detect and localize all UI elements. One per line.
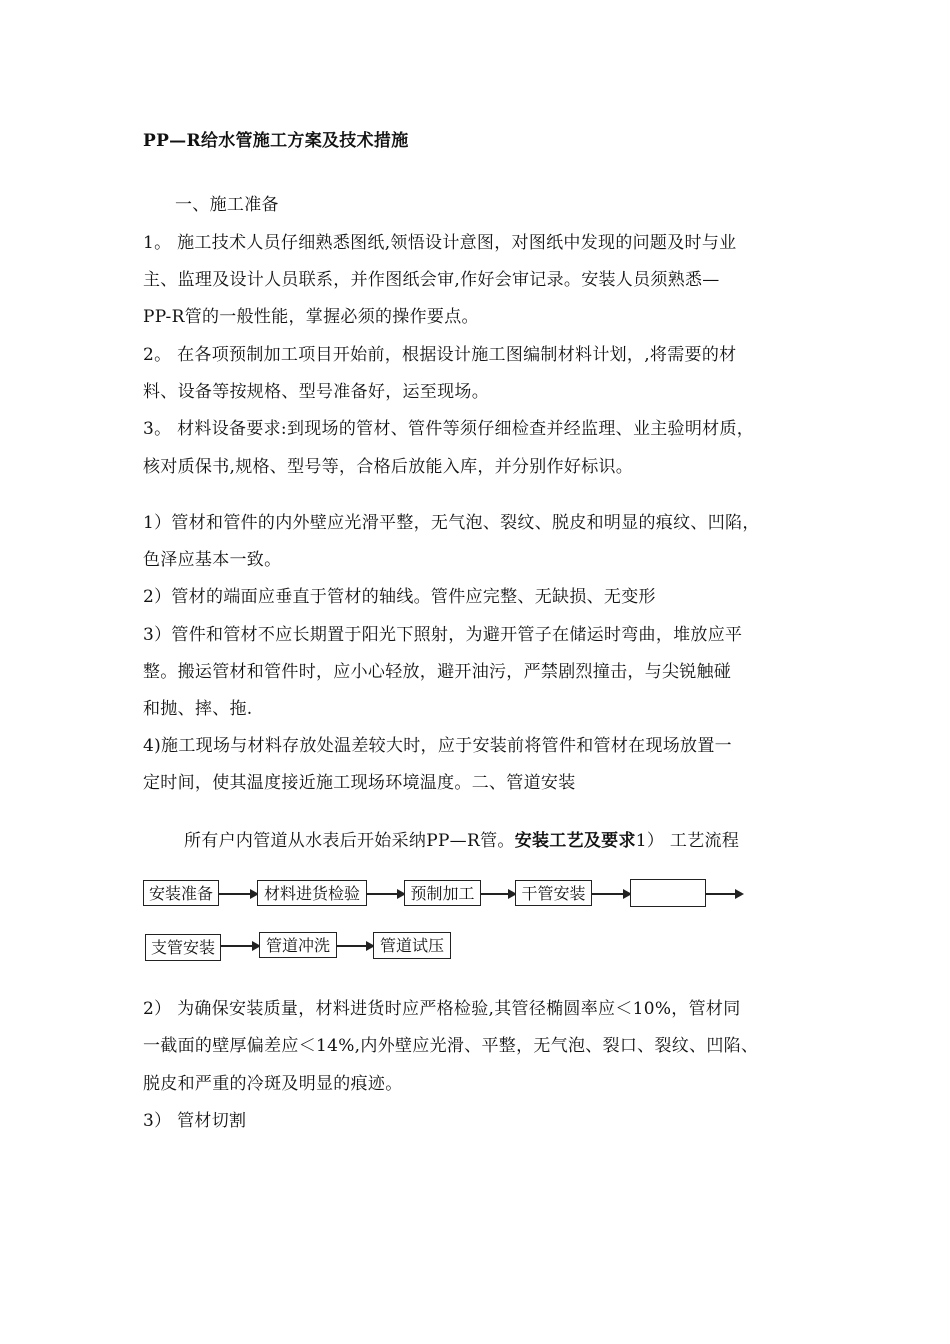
install-intro-text: 所有户内管道从水表后开始采纳PP—R管。 — [184, 831, 515, 851]
paragraph-3-line-2: 核对质保书,规格、型号等，合格后放能入库，并分别作好标识。 — [143, 457, 634, 477]
flow-arrow — [367, 893, 404, 895]
flow-step-main-pipe: 干管安装 — [515, 880, 592, 906]
flow-step-empty — [630, 879, 706, 907]
flow-arrow — [221, 945, 259, 947]
requirement-4-line-1: 4)施工现场与材料存放处温差较大时，应于安装前将管件和管材在现场放置一 — [143, 736, 732, 756]
document-title: PP—R给水管施工方案及技术措施 — [143, 131, 409, 151]
flow-step-branch-pipe: 支管安装 — [145, 934, 221, 961]
item-2-line-2: 一截面的壁厚偏差应＜14%,内外壁应光滑、平整，无气泡、裂口、裂纹、凹陷、 — [143, 1036, 759, 1056]
flow-arrow — [337, 945, 373, 947]
flow-arrow — [592, 893, 630, 895]
section-heading-preparation: 一、施工准备 — [175, 195, 279, 215]
flow-step-pressure-test: 管道试压 — [373, 932, 451, 959]
requirement-3-line-1: 3）管件和管材不应长期置于阳光下照射，为避开管子在储运时弯曲，堆放应平 — [143, 625, 743, 645]
item-2-line-1: 2） 为确保安装质量，材料进货时应严格检验,其管径椭圆率应＜10%，管材同 — [143, 999, 741, 1019]
paragraph-1-line-1: 1。 施工技术人员仔细熟悉图纸,领悟设计意图，对图纸中发现的问题及时与业 — [143, 233, 737, 253]
flow-arrow — [219, 893, 257, 895]
flow-step-flushing: 管道冲洗 — [259, 932, 337, 958]
requirement-2: 2）管材的端面应垂直于管材的轴线。管件应完整、无缺损、无变形 — [143, 587, 656, 607]
flow-arrow — [481, 893, 515, 895]
install-intro — [184, 826, 739, 851]
requirement-4-line-2: 定时间，使其温度接近施工现场环境温度。二、管道安装 — [143, 773, 576, 793]
flow-step-prepare: 安装准备 — [143, 880, 219, 906]
paragraph-1-line-2: 主、监理及设计人员联系，并作图纸会审,作好会审记录。安装人员须熟悉— — [143, 270, 720, 290]
item-3: 3） 管材切割 — [143, 1111, 247, 1131]
install-heading: 安装工艺及要求 — [514, 831, 636, 851]
paragraph-3-line-1: 3。 材料设备要求:到现场的管材、管件等须仔细检查并经监理、业主验明材质， — [143, 419, 755, 439]
item-2-line-3: 脱皮和严重的冷斑及明显的痕迹。 — [143, 1074, 403, 1094]
flow-arrow — [706, 893, 742, 895]
flow-step-material-inspection: 材料进货检验 — [257, 880, 367, 906]
install-flow-label: 1） 工艺流程 — [635, 831, 740, 851]
requirement-1-line-1: 1）管材和管件的内外壁应光滑平整，无气泡、裂纹、脱皮和明显的痕纹、凹陷， — [143, 513, 760, 533]
paragraph-2-line-2: 料、设备等按规格、型号准备好，运至现场。 — [143, 382, 489, 402]
flow-step-prefabrication: 预制加工 — [404, 880, 481, 906]
requirement-3-line-2: 整。搬运管材和管件时，应小心轻放，避开油污，严禁剧烈撞击，与尖锐触碰 — [143, 662, 732, 682]
paragraph-2-line-1: 2。 在各项预制加工项目开始前，根据设计施工图编制材料计划，,将需要的材 — [143, 345, 737, 365]
requirement-3-line-3: 和抛、摔、拖. — [143, 699, 253, 719]
paragraph-1-line-3: PP-R管的一般性能，掌握必须的操作要点。 — [143, 307, 479, 327]
requirement-1-line-2: 色泽应基本一致。 — [143, 550, 282, 570]
